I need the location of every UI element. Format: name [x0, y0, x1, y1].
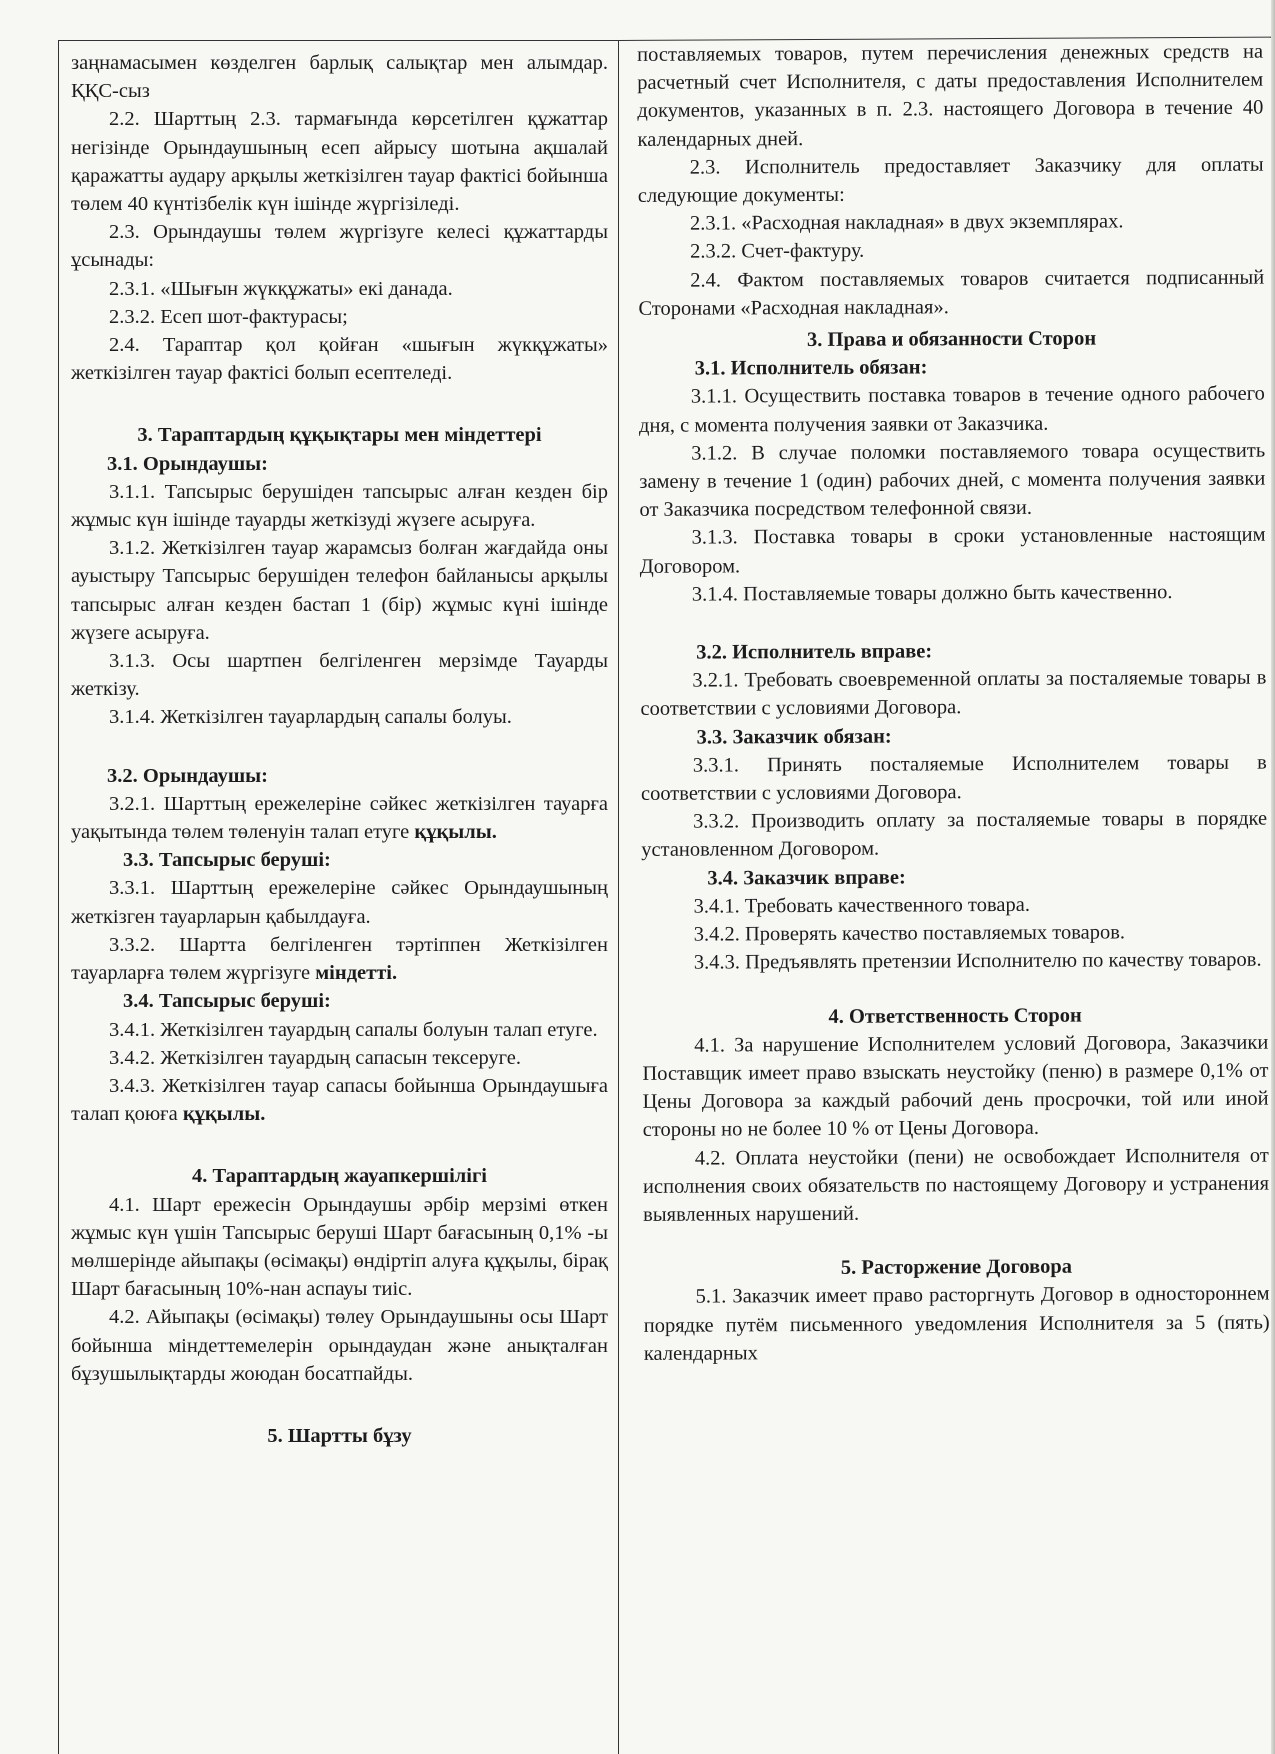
clause-3-2-1: 3.2.1. Требовать своевременной оплаты за посталяемые товары в соответствии с условиями Договора.: [640, 666, 1267, 721]
clause-3-4-3-bold: құқылы.: [182, 1103, 266, 1126]
clause-3-4-3: [71, 1072, 608, 1128]
clause-3-1-3: 3.1.3. Поставка товары в сроки установленные настоящим Договором.: [639, 524, 1266, 578]
clause-3-3-1: 3.3.1. Принять посталяемые Исполнителем товары в соответствии с условиями Договора.: [640, 751, 1267, 805]
clause-3-3-2-bold: міндетті.: [315, 962, 398, 985]
clause-3-4-2: 3.4.2. Проверять качество поставляемых товаров.: [693, 921, 1126, 946]
clause-3-1-1: 3.1.1. Тапсырыс берушіден тапсырыс алған кезден бір жұмыс күн ішінде тауарды жеткізуді жүзеге асыруға.: [71, 480, 608, 532]
clause-3-3-2-text: 3.3.2. Шартта белгіленген тәртіппен Жеткізілген тауарларға төлем жүргізуге: [71, 933, 608, 985]
clause-2-3-2: 2.3.2. Счет-фактуру.: [690, 240, 865, 264]
clause-5-1: 5.1. Заказчик имеет право расторгнуть Договор в одностороннем порядке путём письменного уведомления Исполнителя за 5 (пять) календарных: [643, 1282, 1270, 1365]
section-3-heading: 3. Тараптардың құқықтары мен міндеттері: [137, 424, 542, 447]
subsection-3-3-heading: 3.3. Тапсырыс беруші:: [123, 849, 331, 872]
section-4-heading: 4. Тараптардың жауапкершілігі: [192, 1165, 487, 1188]
clause-3-1-4: 3.1.4. Поставляемые товары должно быть качественно.: [691, 580, 1173, 606]
subsection-3-1-heading: 3.1. Исполнитель обязан:: [694, 356, 928, 380]
subsection-3-2-heading: 3.2. Исполнитель вправе:: [696, 640, 933, 664]
subsection-3-4-heading: 3.4. Заказчик вправе:: [707, 866, 906, 890]
clause-4-1: 4.1. За нарушение Исполнителем условий Договора, Заказчики Поставщик имеет право взыскать неустойку (пеню) в размере 0,1% от Цены Договора за каждый рабочий день просрочки, той или иной стороны но не более 10 % от Цены Договора.: [642, 1031, 1269, 1142]
clause-2-4: 2.4. Тараптар қол қойған «шығын жүкқұжаты» жеткізілген тауар фактісі болып есептеледі.: [71, 334, 608, 385]
scan-edge: [1271, 0, 1275, 1754]
section-3-heading: 3. Права и обязанности Сторон: [806, 327, 1097, 352]
section-5-heading: 5. Шартты бұзу: [267, 1424, 412, 1447]
clause-3-1-4: 3.1.4. Жеткізілген тауарлардың сапалы болуы.: [109, 706, 512, 729]
clause-2-3-1: 2.3.1. «Расходная накладная» в двух экземплярах.: [689, 210, 1124, 235]
subsection-3-3-heading: 3.3. Заказчик обязан:: [696, 725, 892, 749]
clause-3-2-1-text: 3.2.1. Шарттың ережелеріне сәйкес жеткізілген тауарға уақытында төлем төленуін талап етуге: [71, 792, 608, 844]
kazakh-column: [58, 40, 619, 1754]
clause-2-2: 2.2. Шарттың 2.3. тармағында көрсетілген құжаттар негізінде Орындаушының есеп айрысу шотына ақшалай қаражатты аудару арқылы жеткізілген тауар фактісі бойынша төлем 40 күнтізбелік күн ішінде жүргізіледі.: [71, 108, 608, 216]
clause-2-3: 2.3. Орындаушы төлем жүргізуге келесі құжаттарды ұсынады:: [71, 221, 608, 272]
clause-3-3-2: 3.3.2. Производить оплату за посталяемые товары в порядке установленном Договором.: [641, 807, 1268, 862]
subsection-3-4-heading: 3.4. Тапсырыс беруші:: [123, 990, 331, 1013]
subsection-3-2-heading: 3.2. Орындаушы:: [107, 764, 269, 787]
clause-3-3-1: 3.3.1. Шарттың ережелеріне сәйкес Орындаушының жеткізген тауарларын қабылдауға.: [71, 877, 608, 928]
section-4-heading: 4. Ответственность Сторон: [828, 1004, 1082, 1028]
clause-3-4-3: 3.4.3. Предъявлять претензии Исполнителю по качеству товаров.: [693, 948, 1262, 974]
clause-2-3-2: 2.3.2. Есеп шот-фактурасы;: [109, 305, 348, 328]
clause-3-2-1-bold: құқылы.: [414, 821, 497, 844]
clause-3-4-3-text: 3.4.3. Жеткізілген тауар сапасы бойынша Орындаушыға талап қоюға: [71, 1074, 608, 1126]
clause-3-4-1: 3.4.1. Требовать качественного товара.: [693, 893, 1030, 918]
two-column-table: [58, 40, 1273, 1754]
clause-3-1-3: 3.1.3. Осы шартпен белгіленген мерзімде Тауарды жеткізу.: [71, 650, 608, 701]
russian-column: [619, 37, 1275, 1754]
clause-3-4-1: 3.4.1. Жеткізілген тауардың сапалы болуын талап етуге.: [109, 1018, 598, 1041]
clause-2-3-1: 2.3.1. «Шығын жүкқұжаты» екі данада.: [109, 277, 453, 300]
clause-4-2: 4.2. Айыпақы (өсімақы) төлеу Орындаушыны осы Шарт бойынша міндеттемелерін орындаудан және анықталған бұзушылықтарды жоюдан босатпайды.: [71, 1306, 608, 1385]
clause-4-2: 4.2. Оплата неустойки (пени) не освобождает Исполнителя от исполнения своих обязательств по настоящему Договору и устранения выявленных нарушений.: [642, 1144, 1270, 1226]
section-5-heading: 5. Расторжение Договора: [840, 1255, 1073, 1279]
clause-2-3: 2.3. Исполнитель предоставляет Заказчику для оплаты следующие документы:: [637, 153, 1264, 207]
clause-3-4-2: 3.4.2. Жеткізілген тауардың сапасын тексеруге.: [109, 1046, 522, 1069]
clause-2-4: 2.4. Фактом поставляемых товаров считается подписанный Сторонами «Расходная накладная».: [638, 266, 1265, 320]
subsection-3-1-heading: 3.1. Орындаушы:: [107, 452, 269, 475]
clause-3-3-2: [71, 931, 608, 987]
clause-3-1-2: 3.1.2. В случае поломки поставляемого товара осуществить замену в течение 1 (один) рабочих дней, с момента получения заявки от Заказчика посредством телефонной связи.: [639, 439, 1266, 522]
clause-4-1: 4.1. Шарт ережесін Орындаушы әрбір мерзімі өткен жұмыс күн үшін Тапсырыс беруші Шарт бағасының 0,1% -ы мөлшерінде айыпақы (өсімақы) өндіртіп алуға құқылы, бірақ Шарт бағасының 10%-нан аспауы тиіс.: [71, 1193, 608, 1301]
clause-3-1-1: 3.1.1. Осуществить поставка товаров в течение одного рабочего дня, с момента получения заявки от Заказчика.: [638, 383, 1265, 437]
clause-3-1-2: 3.1.2. Жеткізілген тауар жарамсыз болған жағдайда оны ауыстыру Тапсырыс берушіден телефон байланысы арқылы тапсырыс алған кезден бастап 1 (бір) жұмыс күні ішінде жүзеге асыруға.: [71, 537, 608, 644]
paragraph-continuation: поставляемых товаров, путем перечисления денежных средств на расчетный счет Исполнителя, с даты предоставления Исполнителем документов, указанных в п. 2.3. настоящего Договора в течение 40 календарных дней.: [637, 40, 1264, 151]
clause-3-2-1: [71, 790, 608, 846]
paragraph-continuation: заңнамасымен көзделген барлық салықтар мен алымдар. ҚҚС-сыз: [71, 52, 608, 103]
